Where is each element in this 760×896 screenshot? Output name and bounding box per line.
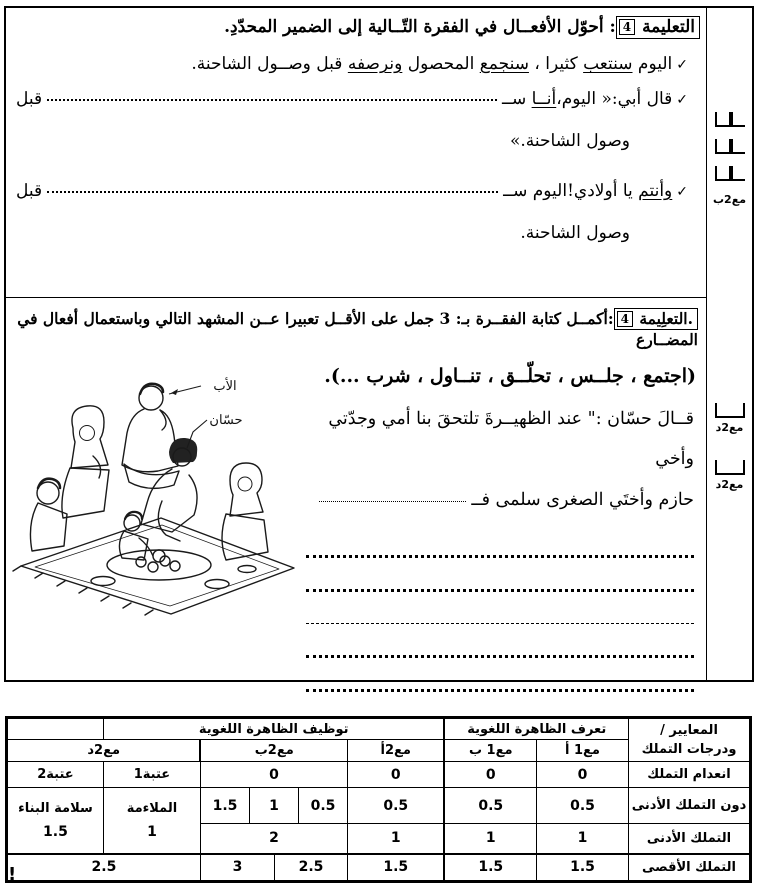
underlined-verb: سنتعب (583, 54, 633, 74)
score-group-1 (707, 112, 752, 206)
writing-line[interactable] (306, 524, 694, 558)
underlined-pronoun: وأنتم (638, 181, 673, 201)
score-cell: 0 (200, 762, 347, 788)
sentence-part: ســ (502, 89, 532, 109)
answer-line[interactable] (47, 99, 497, 101)
col-header-m2d: مع2د (6, 740, 200, 762)
fill-in-sentence-2 (16, 181, 688, 201)
threshold-header-1: عتبة1 (103, 762, 200, 788)
group-header-use: توظيف الظاهرة اللغوية (103, 718, 444, 740)
threshold-score-cell: سلامة البناء 1.5 (6, 788, 103, 854)
score-cell: 0.5 (347, 788, 444, 824)
instruction-word: التعليمة (642, 17, 695, 37)
sentence-end: قبل (16, 89, 43, 109)
instruction-word-box (614, 308, 698, 330)
family-meal-illustration (10, 360, 302, 618)
writing-lines (306, 524, 694, 692)
check-icon: ✓ (676, 184, 688, 200)
fill-in-sentence-1 (16, 89, 688, 109)
exercises-content (6, 8, 706, 680)
underlined-pronoun: أنــا (531, 89, 557, 109)
sentence-part: اليوم (632, 54, 673, 74)
score-cell: 1.5 (444, 854, 536, 882)
instruction-word: .التعلِيمة (639, 309, 693, 328)
check-icon: ✓ (676, 92, 688, 108)
exercise-2 (6, 298, 706, 680)
evaluation-rubric (5, 716, 752, 883)
score-cell: 0.5 (537, 788, 629, 824)
criterion-label: مع2د (715, 421, 744, 434)
sentence-part: حازم وأختَي الصغرى سلمى فــ (471, 489, 694, 510)
scoring-margin (706, 8, 752, 680)
answer-line[interactable] (47, 191, 498, 193)
sentence-continuation: وصول الشاحنة.» (510, 131, 630, 151)
threshold-score-cell: الملاءمة 1 (103, 788, 200, 854)
score-cell: 3 (200, 854, 274, 882)
score-cell: 1 (537, 824, 629, 854)
instruction-2 (6, 298, 706, 349)
criteria-corner-header: المعايير / ودرجات التملك (629, 718, 751, 762)
instruction-text: :أكمــل كتابة الفقــرة بـ: 3 جمل على الأقــل تعبيرا عــن المشهد التالي وباستعمال أفعال في المضــارع (17, 309, 698, 349)
quote-line-1: قــالَ حسّان :" عند الظهيــرةَ تلتحقَ بنا أمي وجدّتي وأخي (328, 409, 694, 470)
score-cell: 1.5 (537, 854, 629, 882)
quote-line-2 (314, 480, 694, 520)
instruction-1 (6, 8, 706, 39)
col-header-m1a: مع1 أ (537, 740, 629, 762)
instruction-number: 4 (619, 19, 635, 35)
score-group-2 (707, 403, 752, 491)
writing-line[interactable] (306, 558, 694, 592)
score-cell: 1 (249, 788, 298, 824)
score-cell: 0.5 (444, 788, 536, 824)
score-cell: 0 (537, 762, 629, 788)
rubric-table (5, 716, 752, 883)
writing-line[interactable] (306, 592, 694, 624)
writing-line[interactable] (306, 624, 694, 658)
exercises-frame (4, 6, 754, 682)
sentence-part: المحصول (402, 54, 480, 74)
row-label: التملك الأقصى (629, 854, 751, 882)
score-cell: 0 (347, 762, 444, 788)
instruction-text: : أحوّل الأفعــال في الفقرة التّــالية إلى الضمير المحدّدِ. (224, 17, 616, 37)
hassan-label: حسّان (209, 413, 243, 428)
row-label: التملك الأدنى (629, 824, 751, 854)
sentence-continuation: وصول الشاحنة. (520, 223, 630, 243)
criterion-label: مع2د (715, 478, 744, 491)
score-box (715, 139, 745, 154)
exclamation-mark: ! (8, 864, 17, 885)
sentence-part: قبل وصــول الشاحنة. (191, 54, 348, 74)
criterion-label: مع2ب (712, 193, 747, 206)
threshold-header-2: عتبة2 (6, 762, 103, 788)
sentence-part: كثيرا ، (528, 54, 584, 74)
father-label: الأب (213, 379, 237, 394)
score-cell: 1.5 (347, 854, 444, 882)
example-sentence (16, 54, 688, 74)
writing-line[interactable] (306, 658, 694, 692)
paragraph-start (306, 399, 694, 520)
sentence-part: يا أولادي!اليوم ســ (503, 181, 639, 201)
score-cell: 1 (347, 824, 444, 854)
row-label: انعدام التملك (629, 762, 751, 788)
col-header-m2b: مع2ب (200, 740, 347, 762)
score-box (715, 403, 745, 418)
score-box (715, 112, 745, 127)
instruction-number: 4 (617, 311, 633, 327)
sentence-end: قبل (16, 181, 43, 201)
score-cell: 0 (444, 762, 536, 788)
score-cell: 1.5 (200, 788, 249, 824)
col-header-m1b: مع1 ب (444, 740, 536, 762)
underlined-verb: سنجمع (479, 54, 529, 74)
score-cell: 2 (200, 824, 347, 854)
score-cell: 2.5 (274, 854, 347, 882)
instruction-word-box (616, 16, 700, 39)
verb-bank: (اجتمع ، جلــس ، تحلّــق ، تنــاول ، شرب ...). (324, 365, 696, 387)
exercise-1 (6, 8, 706, 298)
group-header-identify: تعرف الظاهرة اللغوية (444, 718, 628, 740)
answer-line[interactable] (319, 501, 466, 502)
underlined-verb: ونرصفه (347, 54, 403, 74)
sentence-part: قال أبي:« اليوم، (556, 89, 673, 109)
score-box (715, 460, 745, 475)
score-box (715, 166, 745, 181)
row-label: دون التملك الأدنى (629, 788, 751, 824)
score-cell: 2.5 (6, 854, 200, 882)
col-header-m2a: مع2أ (347, 740, 444, 762)
score-cell: 1 (444, 824, 536, 854)
check-icon: ✓ (676, 57, 688, 73)
score-cell: 0.5 (298, 788, 347, 824)
